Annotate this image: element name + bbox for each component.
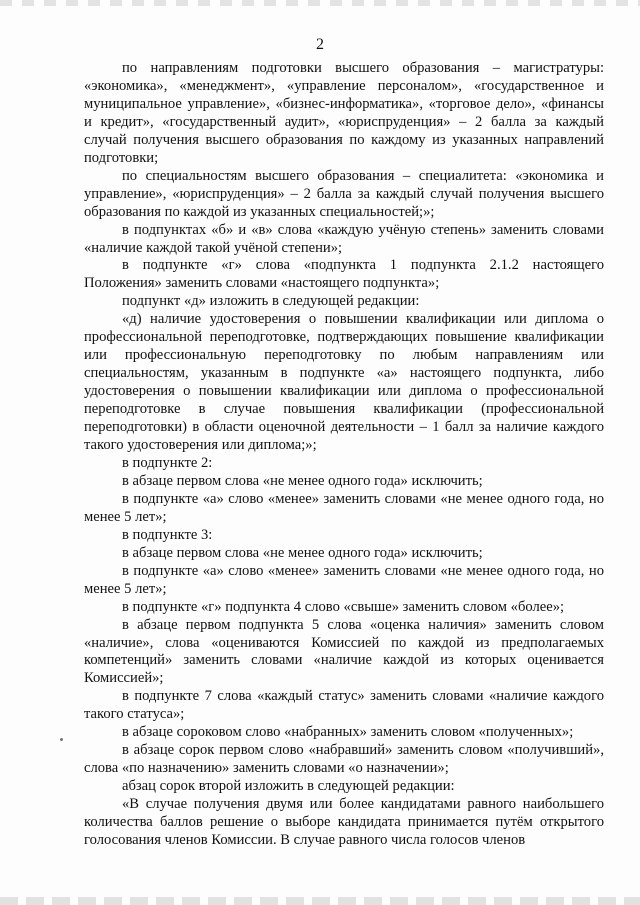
paragraph: в абзаце первом подпункта 5 слова «оценка наличия» заменить словом «наличие», слова «оцениваются Комиссией по каждой из предполагаемых компетенций» заменить словами «наличие каждой из которых оценивается Комиссией»; [84,616,604,687]
paragraph: в подпункте «г» подпункта 4 слово «свыше» заменить словом «более»; [122,598,565,615]
paragraph: по специальностям высшего образования – специалитета: «экономика и управление», «юриспруденция» – 2 балла за каждый случай получения высшего образования по каждой из указанных специальностей;»; [84,167,604,220]
document-body [84,60,604,850]
paragraph: в абзаце первом слова «не менее одного года» исключить; [122,544,483,561]
paragraph: в подпункте 7 слова «каждый статус» заменить словами «наличие каждого такого статуса»; [84,688,604,723]
paragraph: по направлениям подготовки высшего образования – магистратуры: «экономика», «менеджмент», «управление персоналом», «государственное и муниципальное управление», «бизнес-информатика», «торговое дело», «финансы и кредит», «государственный аудит», «юриспруденция» – 2 балла за каждый случай получения высшего образования по каждому из указанных направлений подготовки; [84,60,604,166]
paragraph: в подпункте «а» слово «менее» заменить словами «не менее одного года, но менее 5 лет»; [84,490,604,525]
paragraph: в абзаце первом слова «не менее одного года» исключить; [122,472,483,489]
scan-edge-bottom [0,897,640,905]
paragraph: в абзаце сорок первом слово «набравший» заменить словом «получивший», слова «по назначению» заменить словами «о назначении»; [84,742,604,777]
paragraph: в подпункте «г» слова «подпункта 1 подпункта 2.1.2 настоящего Положения» заменить словами «настоящего подпункта»; [84,257,604,292]
paragraph: «д) наличие удостоверения о повышении квалификации или диплома о профессиональной переподготовке, подтверждающих повышение квалификации или профессиональную переподготовку по любым направлениям или специальностям, указанным в подпункте «а» настоящего подпункта, либо удостоверения о повышении квалификации или диплома о профессиональной переподготовке в случае повышения квалификации (профессиональной переподготовки) в области оценочной деятельности – 1 балл за наличие каждого такого удостоверения или диплома;»; [84,311,604,454]
paragraph: абзац сорок второй изложить в следующей редакции: [122,778,455,795]
paragraph: в подпункте «а» слово «менее» заменить словами «не менее одного года, но менее 5 лет»; [84,562,604,597]
page-number: 2 [316,36,324,53]
paragraph: в подпункте 2: [122,454,213,471]
paragraph: в подпункте 3: [122,526,213,543]
paragraph: «В случае получения двумя или более кандидатами равного наибольшего количества баллов решение о выборе кандидата принимается путём открытого голосования членов Комиссии. В случае равного числа голосов членов [84,796,604,848]
paragraph: в абзаце сороковом слово «набранных» заменить словом «полученных»; [122,724,574,741]
scan-speck [60,738,63,741]
paragraph: в подпунктах «б» и «в» слова «каждую учёную степень» заменить словами «наличие каждой такой учёной степени»; [84,221,604,256]
paragraph: подпункт «д» изложить в следующей редакции: [122,293,420,310]
scan-edge-top [0,0,640,6]
